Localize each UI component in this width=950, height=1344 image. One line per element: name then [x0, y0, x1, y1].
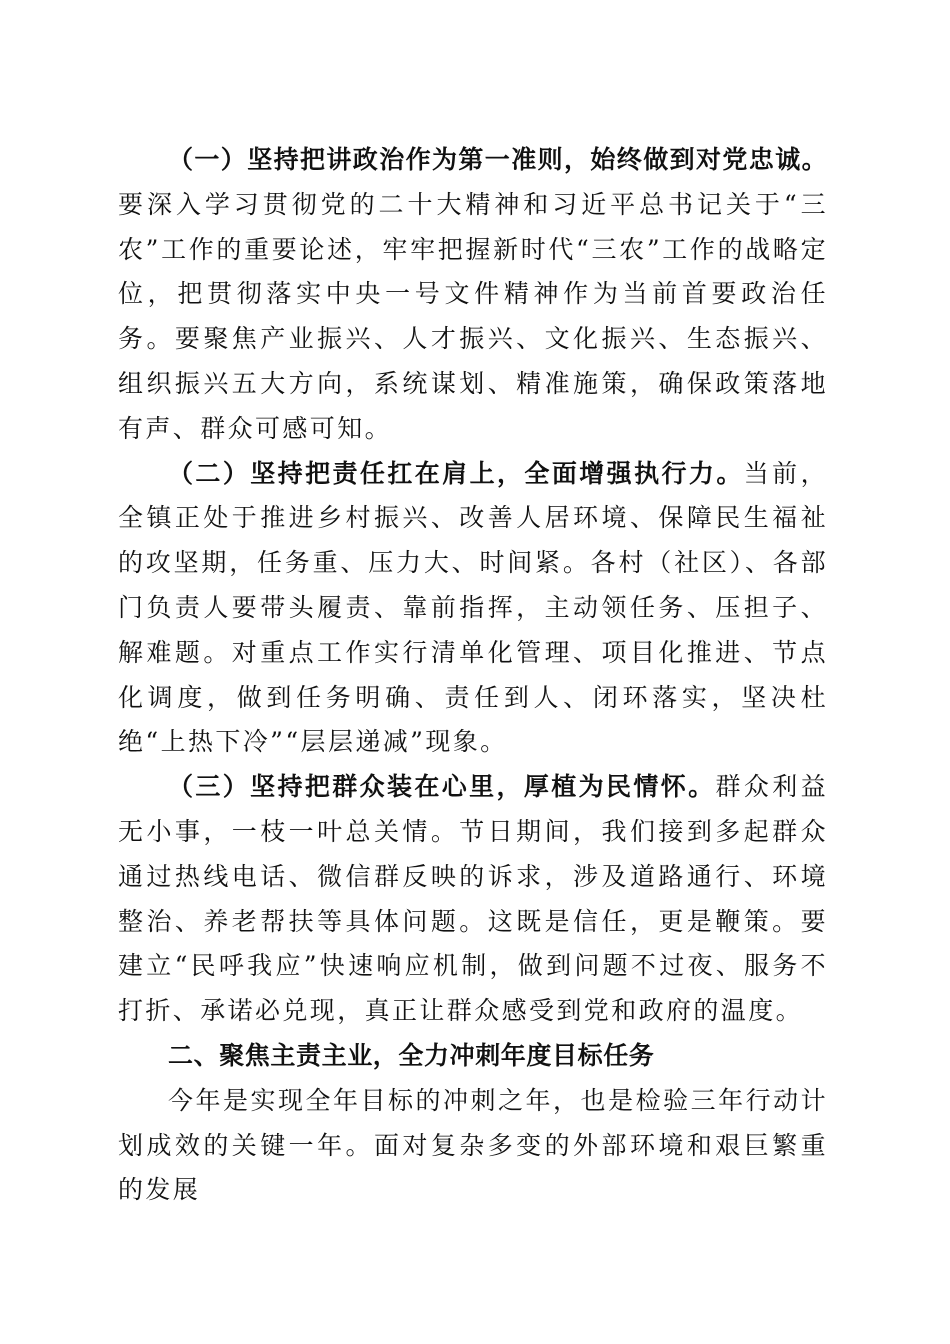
- document-page: [118, 138, 828, 1213]
- paragraph-1-body: 要深入学习贯彻党的二十大精神和习近平总书记关于“三农”工作的重要论述，牢牢把握新时代“三农”工作的战略定位，把贯彻落实中央一号文件精神作为当前首要政治任务。要聚焦产业振兴、人才振兴、文化振兴、生态振兴、组织振兴五大方向，系统谋划、精准施策，确保政策落地有声、群众可感可知。: [118, 189, 828, 443]
- paragraph-3-body: 群众利益无小事，一枝一叶总关情。节日期间，我们接到多起群众通过热线电话、微信群反映的诉求，涉及道路通行、环境整治、养老帮扶等具体问题。这既是信任，更是鞭策。要建立“民呼我应”快速响应机制，做到问题不过夜、服务不打折、承诺必兑现，真正让群众感受到党和政府的温度。: [118, 772, 828, 1026]
- paragraph-2-lead: （二）坚持把责任扛在肩上，全面增强执行力。: [168, 458, 744, 488]
- paragraph-2-body: 当前，全镇正处于推进乡村振兴、改善人居环境、保障民生福祉的攻坚期，任务重、压力大、时间紧。各村（社区）、各部门负责人要带头履责、靠前指挥，主动领任务、压担子、解难题。对重点工作实行清单化管理、项目化推进、节点化调度，做到任务明确、责任到人、闭环落实，坚决杜绝“上热下冷”“层层递减”现象。: [118, 458, 828, 757]
- section-heading: 二、聚焦主责主业，全力冲刺年度目标任务: [168, 1040, 655, 1070]
- paragraph-2: [118, 452, 828, 766]
- paragraph-1: [118, 138, 828, 452]
- paragraph-3-lead: （三）坚持把群众装在心里，厚植为民情怀。: [168, 772, 716, 802]
- closing-paragraph: 今年是实现全年目标的冲刺之年，也是检验三年行动计划成效的关键一年。面对复杂多变的外部环境和艰巨繁重的发展: [118, 1085, 828, 1205]
- paragraph-3: [118, 765, 828, 1034]
- paragraph-1-lead: （一）坚持把讲政治作为第一准则，始终做到对党忠诚。: [168, 145, 829, 174]
